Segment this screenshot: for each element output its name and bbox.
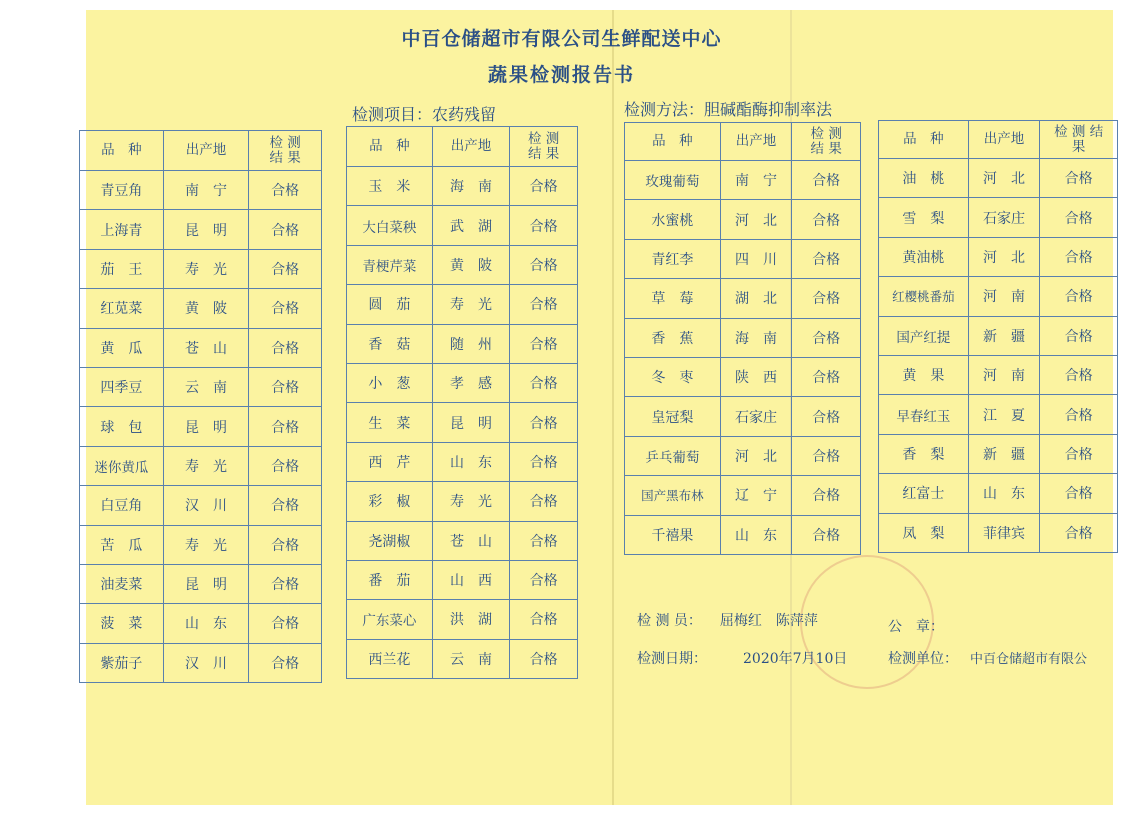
inspector-label: 检 测 员：: [637, 613, 702, 629]
table-row: [879, 159, 1118, 198]
paper-fold: [612, 10, 614, 805]
report-subtitle: 蔬果检测报告书: [487, 64, 635, 86]
origin-cell: 苍 山: [432, 521, 510, 560]
table-row: [347, 560, 578, 599]
variety-cell: 黄 果: [879, 355, 969, 394]
origin-cell: 山 东: [432, 442, 510, 481]
result-cell: 合格: [1040, 316, 1118, 355]
results-table-3: [624, 122, 861, 555]
origin-cell: 菲律宾: [968, 513, 1040, 552]
variety-cell: 国产黑布林: [625, 476, 721, 515]
result-cell: 合格: [249, 525, 322, 564]
variety-cell: 油 桃: [879, 159, 969, 198]
origin-cell: 辽 宁: [720, 476, 792, 515]
table-row: [80, 328, 322, 367]
inspector: [637, 610, 818, 630]
variety-cell: 香 蕉: [625, 318, 721, 357]
variety-cell: 香 菇: [347, 324, 433, 363]
origin-cell: 河 北: [720, 200, 792, 239]
results-table-1: [79, 130, 322, 683]
table-row: [80, 407, 322, 446]
result-cell: 合格: [510, 324, 578, 363]
result-cell: 合格: [249, 604, 322, 643]
result-cell: 合格: [510, 482, 578, 521]
result-cell: 合格: [510, 600, 578, 639]
origin-cell: 河 南: [968, 277, 1040, 316]
table-row: [347, 521, 578, 560]
report-title: 中百仓储超市有限公司生鲜配送中心: [401, 28, 722, 50]
results-table-4: [878, 120, 1118, 553]
variety-cell: 红苋菜: [80, 289, 164, 328]
result-cell: 合格: [1040, 474, 1118, 513]
variety-cell: 尧湖椒: [347, 521, 433, 560]
result-cell: 合格: [249, 171, 322, 210]
variety-cell: 皇冠梨: [625, 397, 721, 436]
result-cell: 合格: [249, 367, 322, 406]
results-table-2: [346, 126, 578, 679]
result-cell: 合格: [249, 328, 322, 367]
column-header: 检 测 结 果: [249, 131, 322, 171]
origin-cell: 昆 明: [163, 564, 249, 603]
variety-cell: 香 梨: [879, 434, 969, 473]
result-cell: 合格: [510, 245, 578, 284]
origin-cell: 寿 光: [163, 525, 249, 564]
result-cell: 合格: [510, 403, 578, 442]
table-row: [347, 167, 578, 206]
origin-cell: 孝 感: [432, 363, 510, 402]
variety-cell: 上海青: [80, 210, 164, 249]
result-cell: 合格: [249, 407, 322, 446]
result-cell: 合格: [510, 285, 578, 324]
variety-cell: 苦 瓜: [80, 525, 164, 564]
result-cell: 合格: [510, 167, 578, 206]
origin-cell: 河 南: [968, 355, 1040, 394]
test-item-value: 农药残留: [432, 105, 497, 124]
table-row: [879, 277, 1118, 316]
table-header-row: [80, 131, 322, 171]
origin-cell: 四 川: [720, 239, 792, 278]
column-header: 检 测 结 果: [792, 123, 861, 161]
table-row: [879, 395, 1118, 434]
table-row: [347, 324, 578, 363]
variety-cell: 圆 茄: [347, 285, 433, 324]
origin-cell: 山 东: [968, 474, 1040, 513]
table-row: [625, 476, 861, 515]
variety-cell: 玉 米: [347, 167, 433, 206]
variety-cell: 球 包: [80, 407, 164, 446]
origin-cell: 石家庄: [720, 397, 792, 436]
result-cell: 合格: [792, 515, 861, 554]
test-item-label: 检测项目：: [352, 105, 433, 124]
origin-cell: 寿 光: [432, 482, 510, 521]
table-row: [625, 161, 861, 200]
result-cell: 合格: [1040, 237, 1118, 276]
table-row: [347, 639, 578, 678]
result-cell: 合格: [510, 206, 578, 245]
variety-cell: 菠 菜: [80, 604, 164, 643]
table-row: [879, 513, 1118, 552]
result-cell: 合格: [1040, 277, 1118, 316]
origin-cell: 洪 湖: [432, 600, 510, 639]
table-row: [347, 363, 578, 402]
origin-cell: 黄 陂: [432, 245, 510, 284]
origin-cell: 山 东: [720, 515, 792, 554]
result-cell: 合格: [249, 446, 322, 485]
variety-cell: 红樱桃番茄: [879, 277, 969, 316]
column-header: 检 测 结 果: [1040, 121, 1118, 159]
result-cell: 合格: [792, 436, 861, 475]
variety-cell: 彩 椒: [347, 482, 433, 521]
table-row: [625, 239, 861, 278]
table-row: [347, 206, 578, 245]
table-row: [625, 357, 861, 396]
result-cell: 合格: [792, 239, 861, 278]
variety-cell: 国产红提: [879, 316, 969, 355]
variety-cell: 茄 王: [80, 249, 164, 288]
origin-cell: 江 夏: [968, 395, 1040, 434]
table-row: [879, 198, 1118, 237]
origin-cell: 昆 明: [432, 403, 510, 442]
origin-cell: 黄 陂: [163, 289, 249, 328]
variety-cell: 黄 瓜: [80, 328, 164, 367]
table-row: [80, 289, 322, 328]
test-method: [624, 97, 832, 120]
table-row: [347, 245, 578, 284]
origin-cell: 昆 明: [163, 407, 249, 446]
table-row: [347, 403, 578, 442]
origin-cell: 新 疆: [968, 434, 1040, 473]
table-row: [80, 249, 322, 288]
variety-cell: 冬 枣: [625, 357, 721, 396]
table-row: [879, 237, 1118, 276]
result-cell: 合格: [1040, 159, 1118, 198]
variety-cell: 小 葱: [347, 363, 433, 402]
test-item: [352, 102, 496, 125]
table-row: [879, 355, 1118, 394]
column-header: 品 种: [625, 123, 721, 161]
variety-cell: 迷你黄瓜: [80, 446, 164, 485]
result-cell: 合格: [1040, 355, 1118, 394]
result-cell: 合格: [249, 564, 322, 603]
column-header: 出产地: [968, 121, 1040, 159]
table-row: [80, 564, 322, 603]
origin-cell: 石家庄: [968, 198, 1040, 237]
origin-cell: 苍 山: [163, 328, 249, 367]
table-row: [80, 210, 322, 249]
variety-cell: 白豆角: [80, 486, 164, 525]
column-header: 出产地: [720, 123, 792, 161]
table-row: [347, 482, 578, 521]
variety-cell: 早春红玉: [879, 395, 969, 434]
variety-cell: 草 莓: [625, 279, 721, 318]
variety-cell: 青豆角: [80, 171, 164, 210]
table-row: [625, 200, 861, 239]
variety-cell: 广东菜心: [347, 600, 433, 639]
variety-cell: 西兰花: [347, 639, 433, 678]
test-method-label: 检测方法：: [624, 100, 705, 119]
result-cell: 合格: [792, 357, 861, 396]
table-row: [625, 279, 861, 318]
origin-cell: 新 疆: [968, 316, 1040, 355]
origin-cell: 武 湖: [432, 206, 510, 245]
result-cell: 合格: [792, 397, 861, 436]
origin-cell: 南 宁: [720, 161, 792, 200]
result-cell: 合格: [792, 318, 861, 357]
inspector-names: 屈梅红 陈萍萍: [719, 613, 818, 629]
origin-cell: 南 宁: [163, 171, 249, 210]
result-cell: 合格: [510, 363, 578, 402]
table-row: [80, 643, 322, 682]
variety-cell: 凤 梨: [879, 513, 969, 552]
table-row: [625, 318, 861, 357]
table-header-row: [879, 121, 1118, 159]
result-cell: 合格: [1040, 513, 1118, 552]
unit-value: 中百仓储超市有限公: [970, 652, 1088, 667]
column-header: 出产地: [163, 131, 249, 171]
origin-cell: 湖 北: [720, 279, 792, 318]
table-row: [80, 367, 322, 406]
table-row: [80, 446, 322, 485]
unit-label: 检测单位：: [888, 651, 958, 667]
test-method-value: 胆碱酯酶抑制率法: [704, 100, 833, 119]
table-row: [347, 442, 578, 481]
origin-cell: 陕 西: [720, 357, 792, 396]
date-value: 2020年7月10日: [743, 651, 848, 667]
origin-cell: 寿 光: [432, 285, 510, 324]
variety-cell: 玫瑰葡萄: [625, 161, 721, 200]
variety-cell: 千禧果: [625, 515, 721, 554]
result-cell: 合格: [792, 161, 861, 200]
variety-cell: 西 芹: [347, 442, 433, 481]
result-cell: 合格: [1040, 198, 1118, 237]
origin-cell: 海 南: [720, 318, 792, 357]
origin-cell: 山 东: [163, 604, 249, 643]
origin-cell: 河 北: [720, 436, 792, 475]
origin-cell: 山 西: [432, 560, 510, 599]
result-cell: 合格: [792, 279, 861, 318]
variety-cell: 青梗芹菜: [347, 245, 433, 284]
origin-cell: 汉 川: [163, 643, 249, 682]
result-cell: 合格: [510, 442, 578, 481]
result-cell: 合格: [1040, 395, 1118, 434]
result-cell: 合格: [249, 486, 322, 525]
variety-cell: 乒乓葡萄: [625, 436, 721, 475]
variety-cell: 番 茄: [347, 560, 433, 599]
origin-cell: 云 南: [163, 367, 249, 406]
table-row: [879, 316, 1118, 355]
inspection-date: [637, 648, 847, 668]
column-header: 品 种: [347, 127, 433, 167]
column-header: 出产地: [432, 127, 510, 167]
result-cell: 合格: [249, 289, 322, 328]
variety-cell: 水蜜桃: [625, 200, 721, 239]
table-header-row: [347, 127, 578, 167]
table-row: [347, 600, 578, 639]
result-cell: 合格: [510, 639, 578, 678]
inspection-unit: [888, 648, 1087, 668]
column-header: 品 种: [879, 121, 969, 159]
column-header: 品 种: [80, 131, 164, 171]
result-cell: 合格: [510, 560, 578, 599]
result-cell: 合格: [249, 210, 322, 249]
variety-cell: 雪 梨: [879, 198, 969, 237]
variety-cell: 青红李: [625, 239, 721, 278]
table-row: [80, 171, 322, 210]
variety-cell: 油麦菜: [80, 564, 164, 603]
origin-cell: 河 北: [968, 159, 1040, 198]
seal-field: 公 章：: [888, 619, 944, 635]
table-row: [80, 604, 322, 643]
result-cell: 合格: [792, 476, 861, 515]
variety-cell: 紫茄子: [80, 643, 164, 682]
variety-cell: 红富士: [879, 474, 969, 513]
table-row: [879, 474, 1118, 513]
column-header: 检 测 结 果: [510, 127, 578, 167]
origin-cell: 寿 光: [163, 446, 249, 485]
table-row: [80, 486, 322, 525]
result-cell: 合格: [510, 521, 578, 560]
variety-cell: 生 菜: [347, 403, 433, 442]
variety-cell: 大白菜秧: [347, 206, 433, 245]
table-row: [625, 436, 861, 475]
result-cell: 合格: [792, 200, 861, 239]
date-label: 检测日期：: [637, 651, 707, 667]
variety-cell: 四季豆: [80, 367, 164, 406]
table-row: [347, 285, 578, 324]
result-cell: 合格: [249, 643, 322, 682]
table-row: [625, 397, 861, 436]
origin-cell: 云 南: [432, 639, 510, 678]
result-cell: 合格: [1040, 434, 1118, 473]
origin-cell: 海 南: [432, 167, 510, 206]
variety-cell: 黄油桃: [879, 237, 969, 276]
origin-cell: 随 州: [432, 324, 510, 363]
result-cell: 合格: [249, 249, 322, 288]
origin-cell: 汉 川: [163, 486, 249, 525]
table-row: [879, 434, 1118, 473]
table-row: [80, 525, 322, 564]
table-row: [625, 515, 861, 554]
table-header-row: [625, 123, 861, 161]
origin-cell: 河 北: [968, 237, 1040, 276]
origin-cell: 寿 光: [163, 249, 249, 288]
origin-cell: 昆 明: [163, 210, 249, 249]
